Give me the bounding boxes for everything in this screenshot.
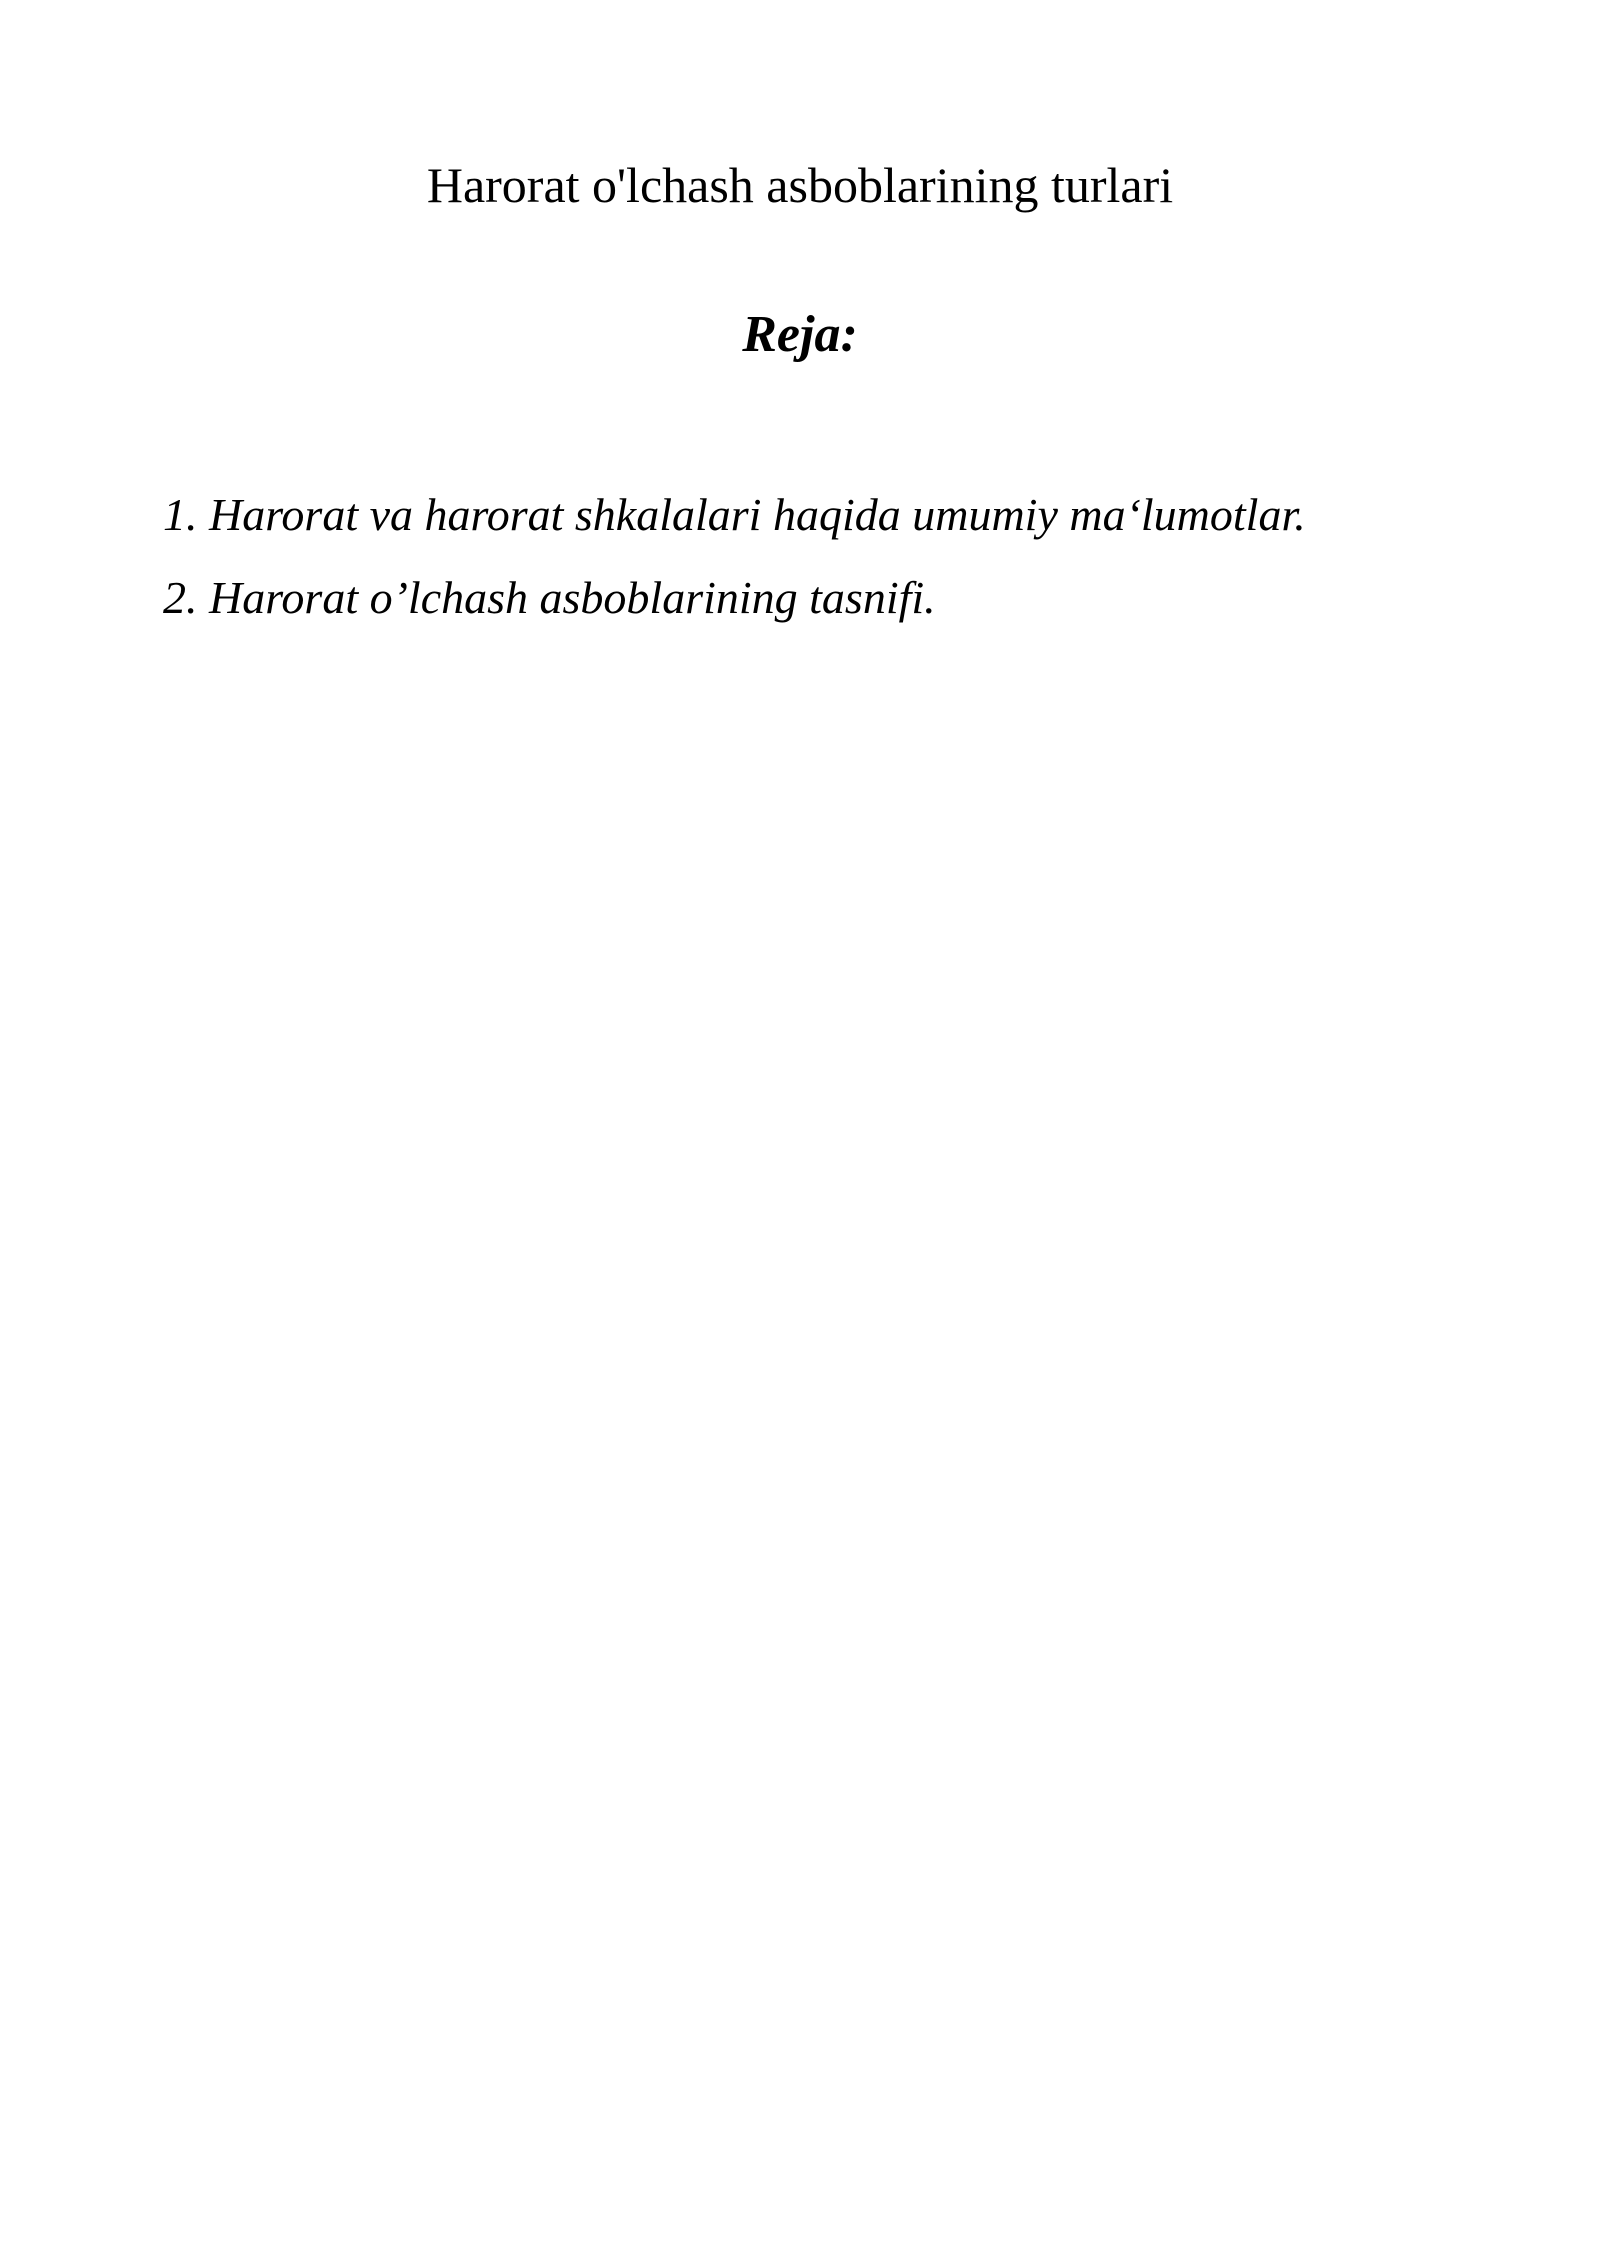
document-title: Harorat o'lchash asboblarining turlari	[426, 157, 1174, 213]
plan-item-2: 2. Harorat o’lchash asboblarining tasnifi.	[163, 572, 936, 623]
plan-heading: Reja:	[742, 306, 858, 363]
plan-list	[163, 473, 1463, 639]
plan-item-1: 1. Harorat va harorat shkalalari haqida umumiy ma‘lumotlar.	[163, 489, 1306, 540]
